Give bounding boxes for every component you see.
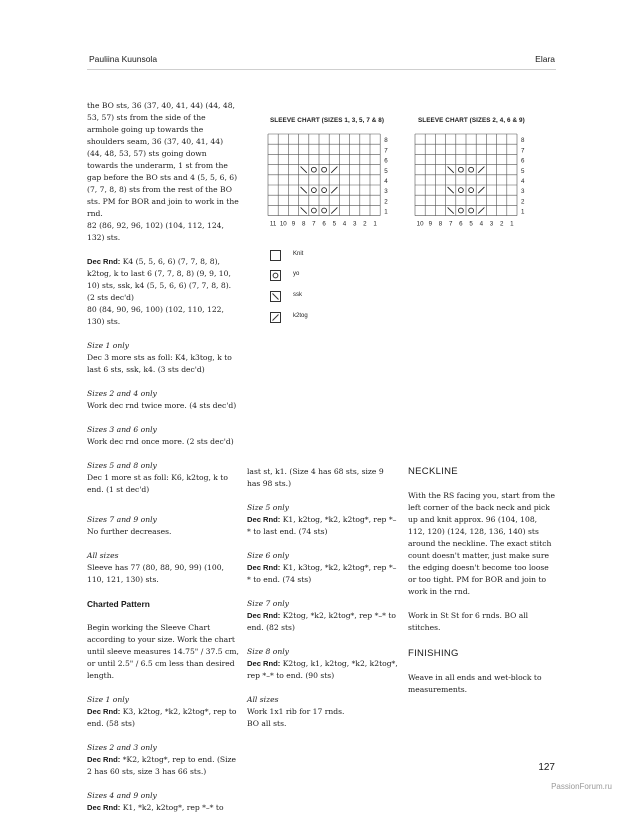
- ssk-symbol-icon: [448, 187, 454, 193]
- dec-rnd-text: K2tog, *k2, k2tog*, rep *–* to end. (82 sts): [247, 611, 397, 632]
- dec-rnd-label: Dec Rnd:: [87, 803, 121, 812]
- dec-rnd-label: Dec Rnd:: [247, 659, 281, 668]
- yo-symbol-icon: [270, 270, 281, 281]
- row-number: 6: [521, 157, 525, 165]
- size-heading: Sizes 4 and 9 only: [87, 791, 157, 800]
- charted-pattern-heading: Charted Pattern: [87, 599, 150, 609]
- size-heading: Sizes 2 and 3 only: [87, 743, 157, 752]
- size-heading: Sizes 2 and 4 only: [87, 389, 157, 398]
- size-text: Work 1x1 rib for 17 rnds.: [247, 707, 345, 716]
- row-number: 2: [384, 198, 388, 206]
- size-heading: Size 7 only: [247, 599, 289, 608]
- dec-rnd-label: Dec Rnd:: [247, 515, 281, 524]
- column-number: 1: [510, 220, 514, 228]
- page-number: 127: [538, 762, 555, 773]
- dec-rnd-label: Dec Rnd:: [247, 563, 281, 572]
- header-pattern-name: Elara: [535, 54, 555, 64]
- size-block: [87, 424, 239, 448]
- size-heading: All sizes: [247, 695, 279, 704]
- paragraph: [87, 256, 239, 304]
- row-number: 1: [521, 208, 525, 216]
- k2tog-symbol-icon: [270, 312, 281, 323]
- row-number: 7: [521, 147, 525, 155]
- yo-symbol-icon: [469, 208, 474, 213]
- column-number: 8: [438, 220, 443, 228]
- dec-rnd-text: K2tog, k1, k2tog, *k2, k2tog*, rep *–* to end. (90 sts): [247, 659, 398, 680]
- legend-label: yo: [293, 271, 300, 277]
- size-block: [87, 742, 239, 778]
- paragraph: With the RS facing you, start from the left corner of the back neck and pick up and knit approx. 96 (104, 108, 112, 120) (124, 128, 136, 140) sts around the neckline. The exact stitch count doesn't matter, just make sure the edging doesn't become too loose or too tight. PM for BOR and join to work in the rnd.: [408, 491, 556, 596]
- dec-rnd-text: K1, *k2, k2tog*, rep *–* to: [120, 803, 224, 812]
- dec-rnd-label: Dec Rnd:: [87, 257, 121, 266]
- sleeve-chart-right-title: SLEEVE CHART (SIZES 2, 4, 6 & 9): [418, 117, 525, 124]
- column-number: 7: [448, 220, 453, 228]
- size-text: Dec 1 more st as foll: K6, k2tog, k to end. (1 st dec'd): [87, 473, 228, 494]
- column-number: 10: [279, 220, 287, 228]
- column-number: 11: [269, 220, 277, 228]
- dec-rnd-text: *K2, k2tog*, rep to end. (Size 2 has 60 sts, size 3 has 66 sts.): [87, 755, 237, 776]
- text-column-2: [247, 466, 399, 742]
- ssk-symbol-icon: [301, 207, 307, 213]
- row-number: 3: [521, 188, 525, 196]
- yo-symbol-icon: [469, 167, 474, 172]
- dec-rnd-text: K1, k2tog, *k2, k2tog*, rep *–* to last end. (74 sts): [247, 515, 397, 536]
- size-text: Sleeve has 77 (80, 88, 90, 99) (100, 110, 121, 130) sts.: [87, 563, 224, 584]
- k2tog-symbol-icon: [331, 187, 337, 193]
- row-number: 8: [521, 137, 525, 145]
- column-number: 5: [469, 220, 473, 228]
- row-number: 3: [384, 188, 388, 196]
- ssk-symbol-icon: [301, 187, 307, 193]
- size-heading: Sizes 3 and 6 only: [87, 425, 157, 434]
- column-number: 6: [459, 220, 463, 228]
- column-number: 8: [301, 220, 306, 228]
- text-column-3: [408, 466, 556, 708]
- size-block: [87, 694, 239, 730]
- size-text: BO all sts.: [247, 719, 287, 728]
- size-text: Work dec rnd twice more. (4 sts dec'd): [87, 401, 237, 410]
- paragraph: last st, k1. (Size 4 has 68 sts, size 9 has 98 sts.): [247, 467, 384, 488]
- column-number: 3: [352, 220, 357, 228]
- column-number: 9: [291, 220, 296, 228]
- column-number: 3: [489, 220, 494, 228]
- size-heading: Size 1 only: [87, 695, 129, 704]
- legend-label: k2tog: [293, 313, 308, 319]
- ssk-symbol-icon: [448, 167, 454, 173]
- text-column-1: [87, 100, 239, 826]
- knit-symbol-icon: [270, 250, 281, 261]
- size-heading: Sizes 5 and 8 only: [87, 461, 157, 470]
- legend-label: ssk: [293, 292, 302, 298]
- column-number: 2: [363, 220, 367, 228]
- paragraph: Weave in all ends and wet-block to measurements.: [408, 673, 542, 694]
- paragraph: 80 (84, 90, 96, 100) (102, 110, 122, 130) sts.: [87, 305, 224, 326]
- paragraph: Work in St St for 6 rnds. BO all stitches.: [408, 611, 529, 632]
- sleeve-chart-left-title: SLEEVE CHART (SIZES 1, 3, 5, 7 & 8): [270, 117, 385, 124]
- column-number: 4: [342, 220, 347, 228]
- row-number: 5: [521, 167, 525, 175]
- legend-label: Knit: [293, 251, 304, 257]
- row-number: 6: [384, 157, 388, 165]
- column-number: 5: [332, 220, 337, 228]
- size-block: [87, 790, 239, 814]
- yo-symbol-icon: [312, 167, 317, 172]
- k2tog-symbol-icon: [331, 167, 337, 173]
- ssk-symbol-icon: [270, 291, 281, 302]
- sleeve-chart-right: [415, 134, 525, 228]
- size-heading: Size 6 only: [247, 551, 289, 560]
- column-number: 4: [479, 220, 484, 228]
- yo-symbol-icon: [459, 188, 464, 193]
- dec-rnd-label: Dec Rnd:: [87, 755, 121, 764]
- yo-symbol-icon: [312, 188, 317, 193]
- yo-symbol-icon: [469, 188, 474, 193]
- size-heading: All sizes: [87, 551, 119, 560]
- size-block: [87, 550, 239, 586]
- size-heading: Size 1 only: [87, 341, 129, 350]
- column-number: 9: [428, 220, 433, 228]
- dec-rnd-label: Dec Rnd:: [247, 611, 281, 620]
- row-number: 4: [521, 178, 525, 185]
- yo-symbol-icon: [322, 208, 327, 213]
- size-heading: Size 5 only: [247, 503, 289, 512]
- dec-rnd-label: Dec Rnd:: [87, 707, 121, 716]
- header-author: Pauliina Kuunsola: [89, 54, 158, 64]
- row-number: 5: [384, 167, 388, 175]
- paragraph: 82 (86, 92, 96, 102) (104, 112, 124, 132) sts.: [87, 221, 224, 242]
- watermark: PassionForum.ru: [551, 782, 612, 791]
- column-number: 2: [499, 220, 504, 228]
- row-number: 1: [384, 208, 388, 216]
- dec-rnd-text: K4 (5, 5, 6, 6) (7, 7, 8, 8), k2tog, k to last 6 (7, 7, 8, 8) (9, 9, 10, 10) sts, ssk, k4 (5, 5, 6, 6) (7, 7, 8, 8). (2 sts dec'd): [87, 257, 232, 302]
- column-number: 1: [373, 220, 377, 228]
- size-heading: Sizes 7 and 9 only: [87, 515, 157, 524]
- k2tog-symbol-icon: [478, 187, 484, 193]
- size-block: [87, 340, 239, 376]
- k2tog-symbol-icon: [478, 167, 484, 173]
- size-text: No further decreases.: [87, 527, 172, 536]
- ssk-symbol-icon: [301, 167, 307, 173]
- sleeve-chart-left: [268, 134, 388, 228]
- k2tog-symbol-icon: [331, 207, 337, 213]
- column-number: 6: [322, 220, 326, 228]
- yo-symbol-icon: [459, 208, 464, 213]
- size-block: [247, 598, 399, 634]
- column-number: 7: [312, 220, 316, 228]
- neckline-heading: NECKLINE: [408, 466, 458, 477]
- paragraph: the BO sts, 36 (37, 40, 41, 44) (44, 48, 53, 57) sts from the side of the armhole going up towards the shoulders seam, 36 (37, 40, 41, 44) (44, 48, 53, 57) sts going down towards the underarm, 1 st from the gap before the BO sts and 4 (5, 5, 6, 6) (7, 7, 8, 8) sts from the rest of the BO sts. PM for BOR and join to work in the rnd.: [87, 101, 239, 218]
- dec-rnd-text: K1, k3tog, *k2, k2tog*, rep *–* to end. (74 sts): [247, 563, 397, 584]
- size-text: Work dec rnd once more. (2 sts dec'd): [87, 437, 234, 446]
- row-number: 2: [521, 198, 525, 206]
- row-number: 8: [384, 137, 388, 145]
- ssk-symbol-icon: [448, 207, 454, 213]
- row-number: 4: [384, 178, 388, 185]
- k2tog-symbol-icon: [478, 207, 484, 213]
- size-text: Dec 3 more sts as foll: K4, k3tog, k to last 6 sts, ssk, k4. (3 sts dec'd): [87, 353, 232, 374]
- yo-symbol-icon: [459, 167, 464, 172]
- yo-symbol-icon: [312, 208, 317, 213]
- size-block: [247, 694, 399, 730]
- size-block: [247, 550, 399, 586]
- size-block: [87, 514, 239, 538]
- yo-symbol-icon: [322, 188, 327, 193]
- size-block: [247, 502, 399, 538]
- header-rule: [87, 69, 556, 70]
- size-block: [87, 388, 239, 412]
- yo-symbol-icon: [322, 167, 327, 172]
- column-number: 10: [416, 220, 424, 228]
- size-block: [87, 460, 239, 496]
- dec-rnd-text: K3, k2tog, *k2, k2tog*, rep to end. (58 sts): [87, 707, 237, 728]
- size-block: [247, 646, 399, 682]
- finishing-heading: FINISHING: [408, 648, 459, 659]
- row-number: 7: [384, 147, 388, 155]
- paragraph: Begin working the Sleeve Chart according to your size. Work the chart until sleeve measures 14.75" / 37.5 cm, or until 2.5" / 6.5 cm less than desired length.: [87, 623, 239, 680]
- size-heading: Size 8 only: [247, 647, 289, 656]
